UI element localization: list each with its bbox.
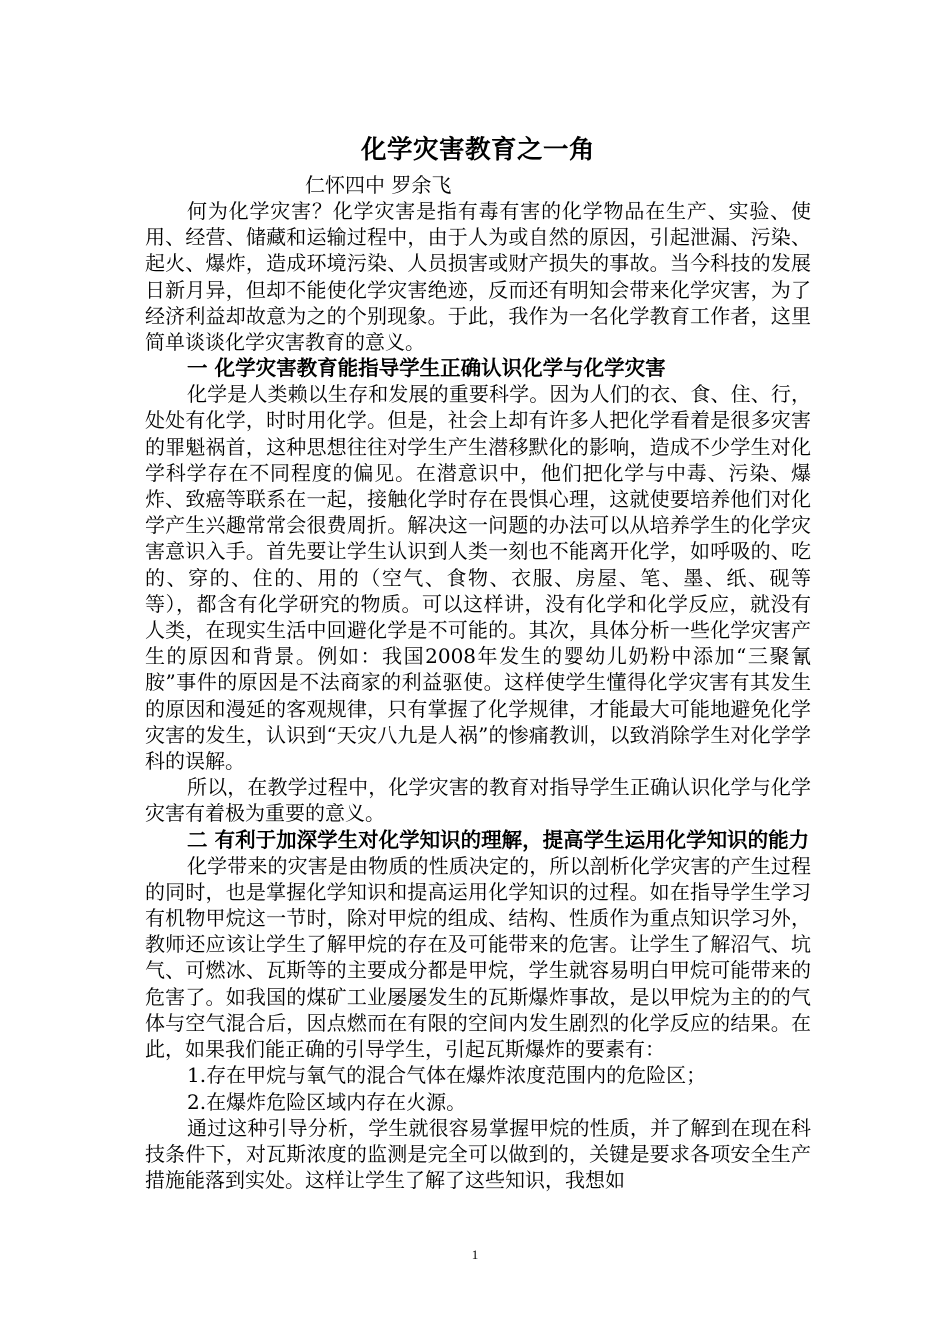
- section-heading-2: 二 有利于加深学生对化学知识的理解，提高学生运用化学知识的能力: [187, 827, 810, 852]
- body-paragraph: 化学带来的灾害是由物质的性质决定的，所以剖析化学灾害的产生过程的同时，也是掌握化学知识和提高运用化学知识的过程。如在指导学生学习有机物甲烷这一节时，除对甲烷的组成、结构、性质作为重点知识学习外，教师还应该让学生了解甲烷的存在及可能带来的危害。让学生了解沼气、坑气、可燃冰、瓦斯等的主要成分都是甲烷，学生就容易明白甲烷可能带来的危害了。如我国的煤矿工业屡屡发生的瓦斯爆炸事故，是以甲烷为主的的气体与空气混合后，因点燃而在有限的空间内发生剧烈的化学反应的结果。在此，如果我们能正确的引导学生，引起瓦斯爆炸的要素有：: [145, 853, 811, 1062]
- intro-paragraph: 何为化学灾害？化学灾害是指有毒有害的化学物品在生产、实验、使用、经营、储藏和运输过程中，由于人为或自然的原因，引起泄漏、污染、起火、爆炸，造成环境污染、人员损害或财产损失的事故。当今科技的发展日新月异，但却不能使化学灾害绝迹，反而还有明知会带来化学灾害，为了经济利益却故意为之的个别现象。于此，我作为一名化学教育工作者，这里简单谈谈化学灾害教育的意义。: [145, 199, 811, 355]
- list-item: 1.存在甲烷与氧气的混合气体在爆炸浓度范围内的危险区；: [187, 1063, 707, 1088]
- body-paragraph: 通过这种引导分析，学生就很容易掌握甲烷的性质，并了解到在现在科技条件下，对瓦斯浓度的监测是完全可以做到的，关键是要求各项安全生产措施能落到实处。这样让学生了解了这些知识，我想如: [145, 1115, 811, 1193]
- body-paragraph: 化学是人类赖以生存和发展的重要科学。因为人们的衣、食、住、行，处处有化学，时时用化学。但是，社会上却有许多人把化学看着是很多灾害的罪魁祸首，这种思想往往对学生产生潜移默化的影响，造成不少学生对化学科学存在不同程度的偏见。在潜意识中，他们把化学与中毒、污染、爆炸、致癌等联系在一起，接触化学时存在畏惧心理，这就使要培养他们对化学产生兴趣常常会很费周折。解决这一问题的办法可以从培养学生的化学灾害意识入手。首先要让学生认识到人类一刻也不能离开化学，如呼吸的、吃的、穿的、住的、用的（空气、食物、衣服、房屋、笔、墨、纸、砚等等），都含有化学研究的物质。可以这样讲，没有化学和化学反应，就没有人类，在现实生活中回避化学是不可能的。其次，具体分析一些化学灾害产生的原因和背景。例如：我国2008年发生的婴幼儿奶粉中添加“三聚氰胺”事件的原因是不法商家的利益驱使。这样使学生懂得化学灾害有其发生的原因和漫延的客观规律，只有掌握了化学规律，才能最大可能地避免化学灾害的发生，认识到“天灾八九是人祸”的惨痛教训，以致消除学生对化学学科的误解。: [145, 382, 811, 774]
- section-heading-1: 一 化学灾害教育能指导学生正确认识化学与化学灾害: [187, 356, 666, 381]
- list-item: 2.在爆炸危险区域内存在火源。: [187, 1089, 467, 1114]
- document-title: 化学灾害教育之一角: [360, 135, 595, 165]
- author-line: 仁怀四中 罗余飞: [305, 173, 452, 197]
- document-page: [145, 128, 811, 1193]
- page-number: 1: [471, 1247, 479, 1262]
- body-paragraph: 所以，在教学过程中，化学灾害的教育对指导学生正确认识化学与化学灾害有着极为重要的意义。: [145, 775, 811, 826]
